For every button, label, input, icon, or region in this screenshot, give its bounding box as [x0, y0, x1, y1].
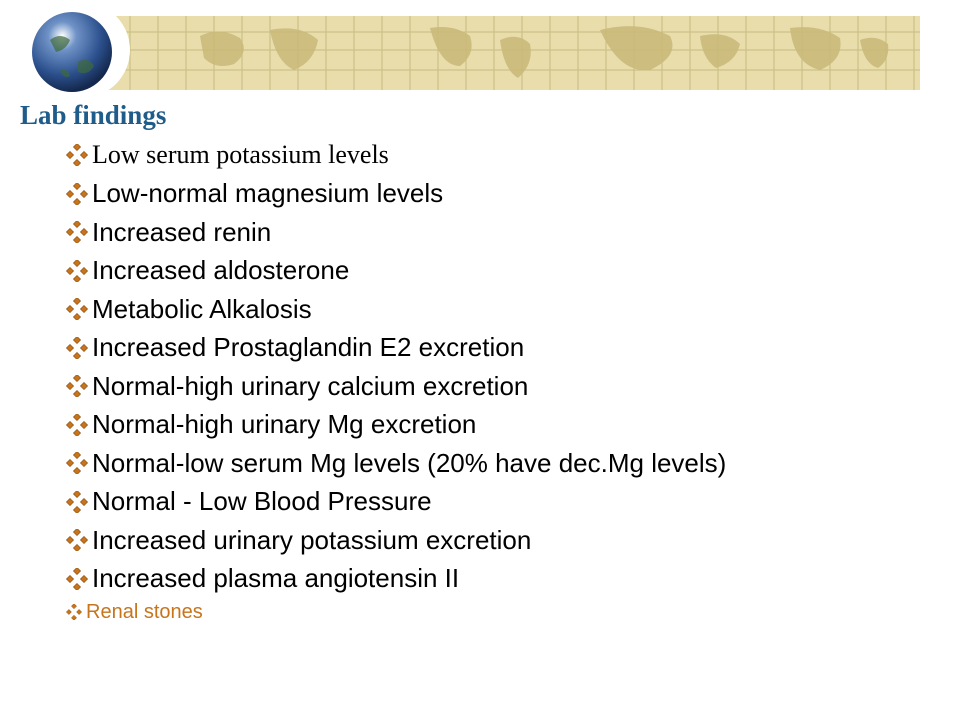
diamond-4-bullet-icon [64, 568, 90, 590]
diamond-4-bullet-icon [64, 260, 90, 282]
list-item [64, 175, 726, 214]
list-item-text: Increased Prostaglandin E2 excretion [92, 332, 525, 363]
bullet-list [64, 136, 726, 626]
diamond-4-bullet-icon [64, 144, 90, 166]
diamond-4-bullet-icon [64, 221, 90, 243]
list-item [64, 367, 726, 406]
list-item-text: Normal-low serum Mg levels (20% have dec.Mg levels) [92, 447, 727, 478]
diamond-4-bullet-icon [64, 337, 90, 359]
list-item [64, 483, 726, 522]
list-item-text: Increased aldosterone [92, 255, 350, 286]
list-item-text: Normal-high urinary calcium excretion [92, 370, 529, 401]
header-banner [0, 0, 960, 100]
diamond-4-bullet-icon [64, 529, 90, 551]
list-item-text: Normal-high urinary Mg excretion [92, 409, 477, 440]
list-item-text: Normal - Low Blood Pressure [92, 486, 432, 517]
list-item [64, 290, 726, 329]
diamond-4-bullet-icon [64, 452, 90, 474]
list-item-text: Increased plasma angiotensin II [92, 563, 460, 594]
list-item-text: Metabolic Alkalosis [92, 293, 312, 324]
list-item [64, 329, 726, 368]
world-map-banner [100, 16, 920, 90]
list-item-text: Low-normal magnesium levels [92, 178, 444, 209]
diamond-4-bullet-icon [64, 491, 90, 513]
list-item-text: Increased renin [92, 216, 272, 247]
list-item [64, 136, 726, 175]
list-item [64, 444, 726, 483]
diamond-4-bullet-icon [64, 298, 90, 320]
diamond-4-bullet-icon [64, 183, 90, 205]
list-item [64, 213, 726, 252]
list-item-text: Low serum potassium levels [92, 140, 389, 170]
slide-title: Lab findings [20, 100, 167, 130]
diamond-4-bullet-icon [64, 375, 90, 397]
list-item-text: Renal stones [86, 600, 203, 623]
diamond-4-bullet-icon [64, 414, 90, 436]
list-item [64, 406, 726, 445]
list-item-text: Increased urinary potassium excretion [92, 524, 532, 555]
list-item [64, 560, 726, 599]
list-item [64, 598, 726, 626]
list-item [64, 252, 726, 291]
globe-icon [32, 12, 112, 92]
diamond-4-bullet-icon [64, 604, 84, 620]
list-item [64, 521, 726, 560]
